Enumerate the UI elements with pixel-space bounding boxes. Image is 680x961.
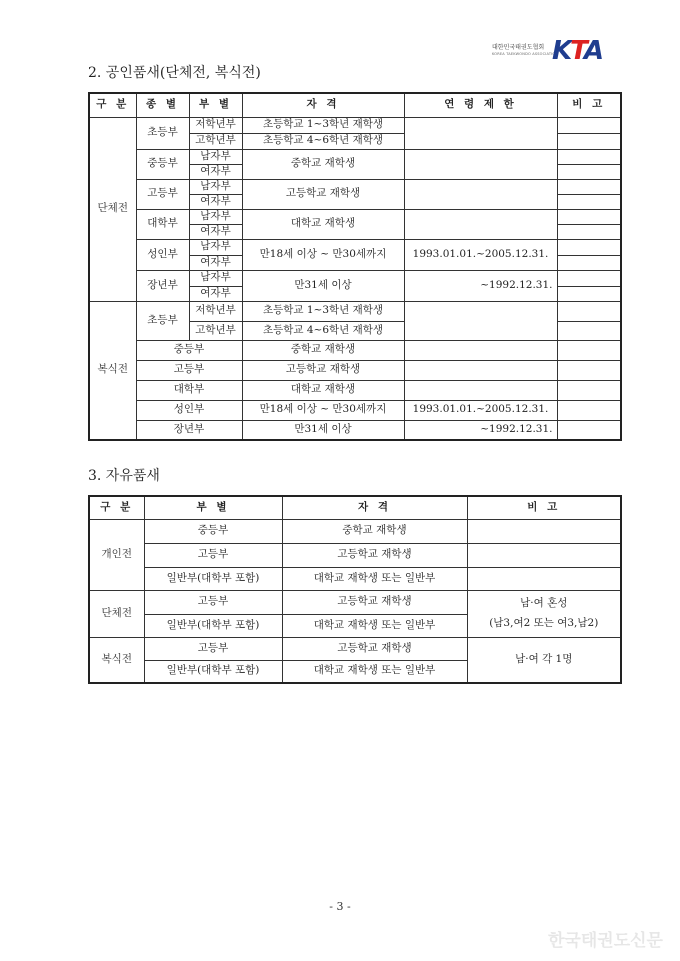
- division-male: 남자부: [189, 270, 242, 286]
- logo-letter-t: T: [570, 36, 584, 66]
- table-row: [89, 380, 621, 400]
- type-high: 고등부: [136, 179, 189, 209]
- type-elementary: 초등부: [136, 301, 189, 340]
- age-limit-cell: [404, 209, 557, 239]
- org-name-ko: 대한민국태권도협회: [492, 44, 545, 51]
- note-cell: [557, 164, 621, 179]
- qualification: 만31세 이상: [242, 270, 404, 301]
- age-limit-cell: ~1992.12.31.: [404, 420, 557, 440]
- qualification: 고등학교 재학생: [282, 543, 467, 567]
- division-female: 여자부: [189, 224, 242, 239]
- header-note: 비 고: [557, 93, 621, 117]
- table-row: [89, 420, 621, 440]
- division-middle: 중등부: [144, 519, 282, 543]
- type-university: 대학부: [136, 209, 189, 239]
- group-pair: 복식전: [89, 637, 144, 683]
- header-type: 종 별: [136, 93, 189, 117]
- table-row: [89, 590, 621, 614]
- division-male: 남자부: [189, 179, 242, 194]
- header-division: 부 별: [189, 93, 242, 117]
- division-male: 남자부: [189, 209, 242, 224]
- division-male: 남자부: [189, 149, 242, 164]
- note-cell: [557, 149, 621, 164]
- division-female: 여자부: [189, 255, 242, 270]
- division-general: 일반부(대학부 포함): [144, 660, 282, 683]
- table-row: [89, 270, 621, 286]
- note-cell: [557, 400, 621, 420]
- group-individual: 개인전: [89, 519, 144, 590]
- division-male: 남자부: [189, 239, 242, 255]
- table-row: [89, 567, 621, 590]
- age-limit-cell: [404, 340, 557, 360]
- qualification: 고등학교 재학생: [282, 637, 467, 660]
- note-cell: [557, 321, 621, 340]
- qualification: 초등학교 1~3학년 재학생: [242, 117, 404, 133]
- division-female: 여자부: [189, 194, 242, 209]
- type-senior: 장년부: [136, 420, 242, 440]
- logo-letter-a: A: [583, 36, 602, 66]
- page-number: - 3 -: [329, 900, 351, 913]
- division-general: 일반부(대학부 포함): [144, 614, 282, 637]
- table-row: [89, 360, 621, 380]
- table-header-row: [89, 496, 621, 519]
- org-name-en: KOREA TAEKWONDO ASSOCIATION: [492, 52, 559, 56]
- qualification: 고등학교 재학생: [282, 590, 467, 614]
- qualification: 고등학교 재학생: [242, 360, 404, 380]
- division-high: 고등부: [144, 590, 282, 614]
- note-cell: [557, 179, 621, 194]
- table-row: [89, 179, 621, 194]
- table-row: [89, 637, 621, 660]
- header-category: 구 분: [89, 93, 136, 117]
- division-general: 일반부(대학부 포함): [144, 567, 282, 590]
- qualification: 초등학교 4~6학년 재학생: [242, 133, 404, 149]
- header-division: 부 별: [144, 496, 282, 519]
- table-row: [89, 209, 621, 224]
- type-adult: 성인부: [136, 239, 189, 270]
- type-middle: 중등부: [136, 340, 242, 360]
- type-senior: 장년부: [136, 270, 189, 301]
- qualification: 만18세 이상 ~ 만30세까지: [242, 239, 404, 270]
- qualification: 초등학교 1~3학년 재학생: [242, 301, 404, 321]
- note-cell: [557, 239, 621, 255]
- table-row: [89, 117, 621, 133]
- division-upper-grade: 고학년부: [189, 133, 242, 149]
- qualification: 대학교 재학생 또는 일반부: [282, 567, 467, 590]
- note-cell: [557, 117, 621, 133]
- age-limit-cell: [404, 360, 557, 380]
- age-limit-cell: 1993.01.01.~2005.12.31.: [404, 400, 557, 420]
- type-high: 고등부: [136, 360, 242, 380]
- free-poomsae-table: [88, 495, 622, 684]
- division-female: 여자부: [189, 164, 242, 179]
- age-limit-cell: ~1992.12.31.: [404, 270, 557, 301]
- type-adult: 성인부: [136, 400, 242, 420]
- table-row: [89, 301, 621, 321]
- note-cell: [557, 209, 621, 224]
- header-age-limit: 연 령 제 한: [404, 93, 557, 117]
- qualification: 대학교 재학생 또는 일반부: [282, 614, 467, 637]
- note-cell: [467, 567, 621, 590]
- division-high: 고등부: [144, 637, 282, 660]
- note-cell: [557, 340, 621, 360]
- section2-title: 2. 공인품새(단체전, 복식전): [88, 65, 261, 81]
- division-lower-grade: 저학년부: [189, 301, 242, 321]
- note-cell: [557, 360, 621, 380]
- qualification: 대학교 재학생 또는 일반부: [282, 660, 467, 683]
- section3-title: 3. 자유품새: [88, 468, 160, 484]
- note-cell: [557, 194, 621, 209]
- note-cell-team: [467, 590, 621, 637]
- table-row: [89, 543, 621, 567]
- header-qualification: 자 격: [242, 93, 404, 117]
- qualification: 초등학교 4~6학년 재학생: [242, 321, 404, 340]
- qualification: 중학교 재학생: [282, 519, 467, 543]
- team-note-line2: (남3,여2 또는 여3,남2): [489, 616, 599, 629]
- note-cell: [557, 380, 621, 400]
- header-note: 비 고: [467, 496, 621, 519]
- note-cell: [467, 543, 621, 567]
- age-limit-cell: 1993.01.01.~2005.12.31.: [404, 239, 557, 270]
- division-upper-grade: 고학년부: [189, 321, 242, 340]
- kta-logo: [492, 36, 612, 70]
- age-limit-cell: [404, 149, 557, 179]
- kta-mark: [552, 36, 602, 66]
- group-team: 단체전: [89, 117, 136, 301]
- division-female: 여자부: [189, 286, 242, 301]
- note-cell: [557, 255, 621, 270]
- table-row: [89, 239, 621, 255]
- qualification: 고등학교 재학생: [242, 179, 404, 209]
- note-cell-pair: 남·여 각 1명: [467, 637, 621, 683]
- logo-letter-k: K: [552, 36, 571, 66]
- type-university: 대학부: [136, 380, 242, 400]
- note-cell: [557, 301, 621, 321]
- note-cell: [557, 224, 621, 239]
- header-qualification: 자 격: [282, 496, 467, 519]
- group-pair: 복식전: [89, 301, 136, 440]
- qualification: 중학교 재학생: [242, 340, 404, 360]
- qualification: 만31세 이상: [242, 420, 404, 440]
- group-team: 단체전: [89, 590, 144, 637]
- table-row: [89, 149, 621, 164]
- header-category: 구 분: [89, 496, 144, 519]
- type-elementary: 초등부: [136, 117, 189, 149]
- qualification: 중학교 재학생: [242, 149, 404, 179]
- type-middle: 중등부: [136, 149, 189, 179]
- note-cell: [467, 519, 621, 543]
- qualification: 만18세 이상 ~ 만30세까지: [242, 400, 404, 420]
- division-lower-grade: 저학년부: [189, 117, 242, 133]
- table-row: [89, 519, 621, 543]
- note-cell: [557, 133, 621, 149]
- qualification: 대학교 재학생: [242, 209, 404, 239]
- table-row: [89, 340, 621, 360]
- age-limit-cell: [404, 380, 557, 400]
- table-header-row: [89, 93, 621, 117]
- note-cell: [557, 420, 621, 440]
- age-limit-cell: [404, 117, 557, 149]
- qualification: 대학교 재학생: [242, 380, 404, 400]
- note-cell: [557, 270, 621, 286]
- age-limit-cell: [404, 301, 557, 340]
- age-limit-cell: [404, 179, 557, 209]
- table-row: [89, 400, 621, 420]
- newspaper-watermark: 한국태권도신문: [548, 931, 663, 951]
- team-note-line1: 남·여 혼성: [520, 596, 568, 609]
- official-poomsae-table: [88, 92, 622, 441]
- division-high: 고등부: [144, 543, 282, 567]
- note-cell: [557, 286, 621, 301]
